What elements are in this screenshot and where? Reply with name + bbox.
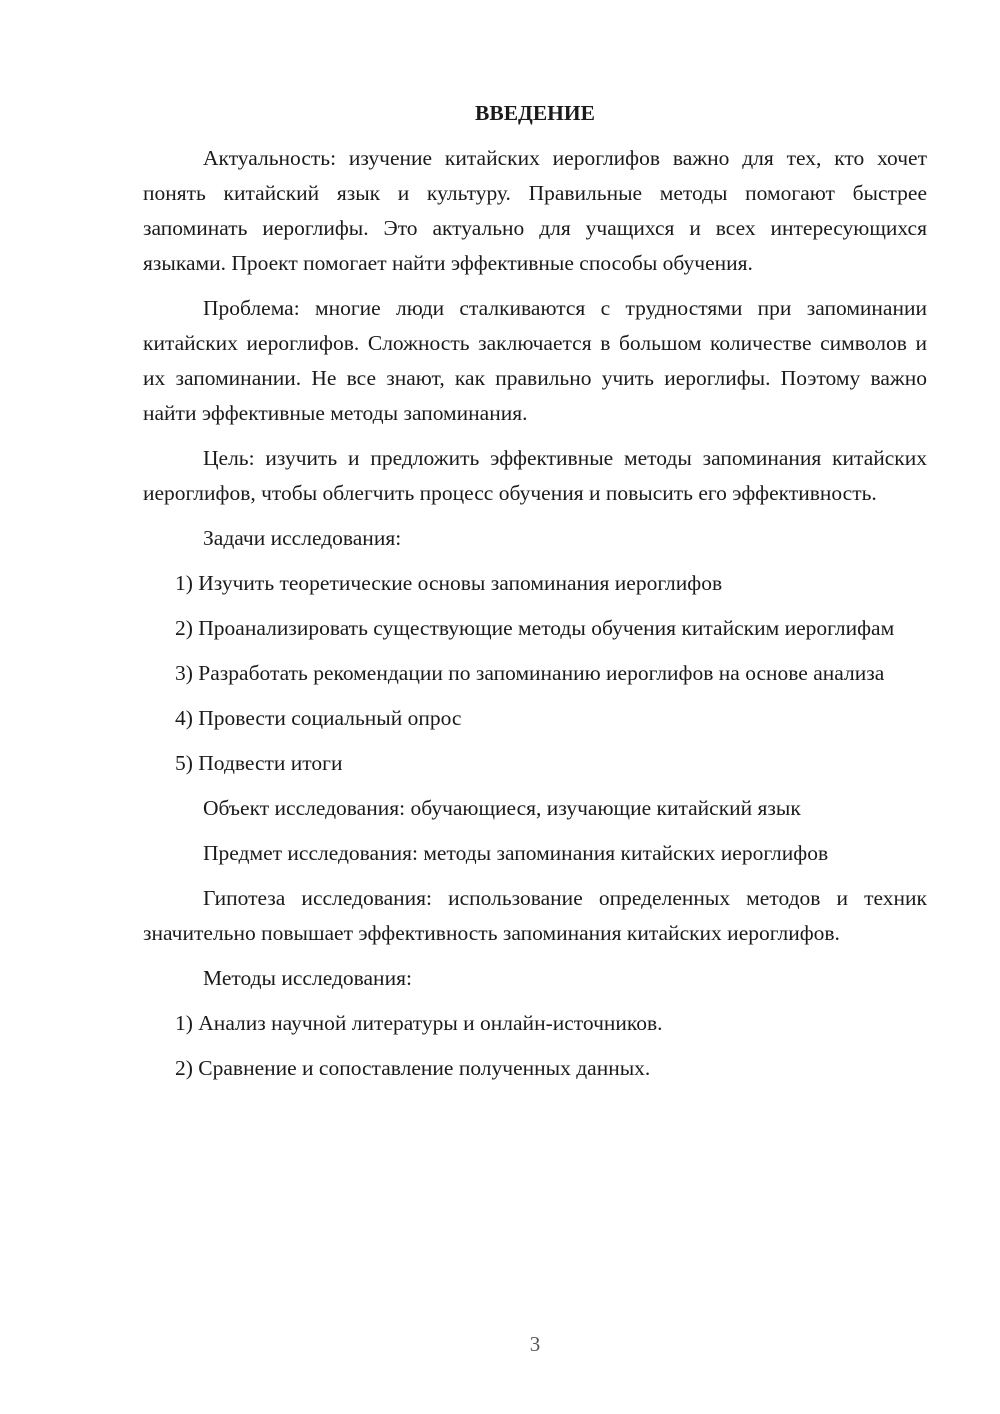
document-page [143,96,927,1096]
tasks-heading: Задачи исследования: [203,526,402,550]
method-item: 1) Анализ научной литературы и онлайн-источников. [175,1011,663,1035]
goal-paragraph: Цель: изучить и предложить эффективные методы запоминания китайских иероглифов, чтобы облегчить процесс обучения и повысить его эффективность. [143,446,927,505]
task-item: 3) Разработать рекомендации по запоминанию иероглифов на основе анализа [175,661,885,685]
method-item: 2) Сравнение и сопоставление полученных данных. [175,1056,651,1080]
hypothesis-paragraph: Гипотеза исследования: использование определенных методов и техник значительно повышает эффективность запоминания китайских иероглифов. [143,886,927,945]
page-title: ВВЕДЕНИЕ [475,101,595,125]
task-item: 4) Провести социальный опрос [175,706,462,730]
problem-paragraph: Проблема: многие люди сталкиваются с трудностями при запоминании китайских иероглифов. Сложность заключается в большом количестве символов и их запоминании. Не все знают, как правильно учить иероглифы. Поэтому важно найти эффективные методы запоминания. [143,296,927,425]
research-subject: Предмет исследования: методы запоминания китайских иероглифов [203,841,829,865]
task-item: 1) Изучить теоретические основы запоминания иероглифов [175,571,723,595]
research-object: Объект исследования: обучающиеся, изучающие китайский язык [203,796,801,820]
task-item: 2) Проанализировать существующие методы обучения китайским иероглифам [175,616,895,640]
relevance-paragraph: Актуальность: изучение китайских иероглифов важно для тех, кто хочет понять китайский язык и культуру. Правильные методы помогают быстрее запоминать иероглифы. Это актуально для учащихся и всех интересующихся языками. Проект помогает найти эффективные способы обучения. [143,146,927,275]
page-number: 3 [529,1332,541,1356]
task-item: 5) Подвести итоги [175,751,343,775]
methods-heading: Методы исследования: [203,966,412,990]
